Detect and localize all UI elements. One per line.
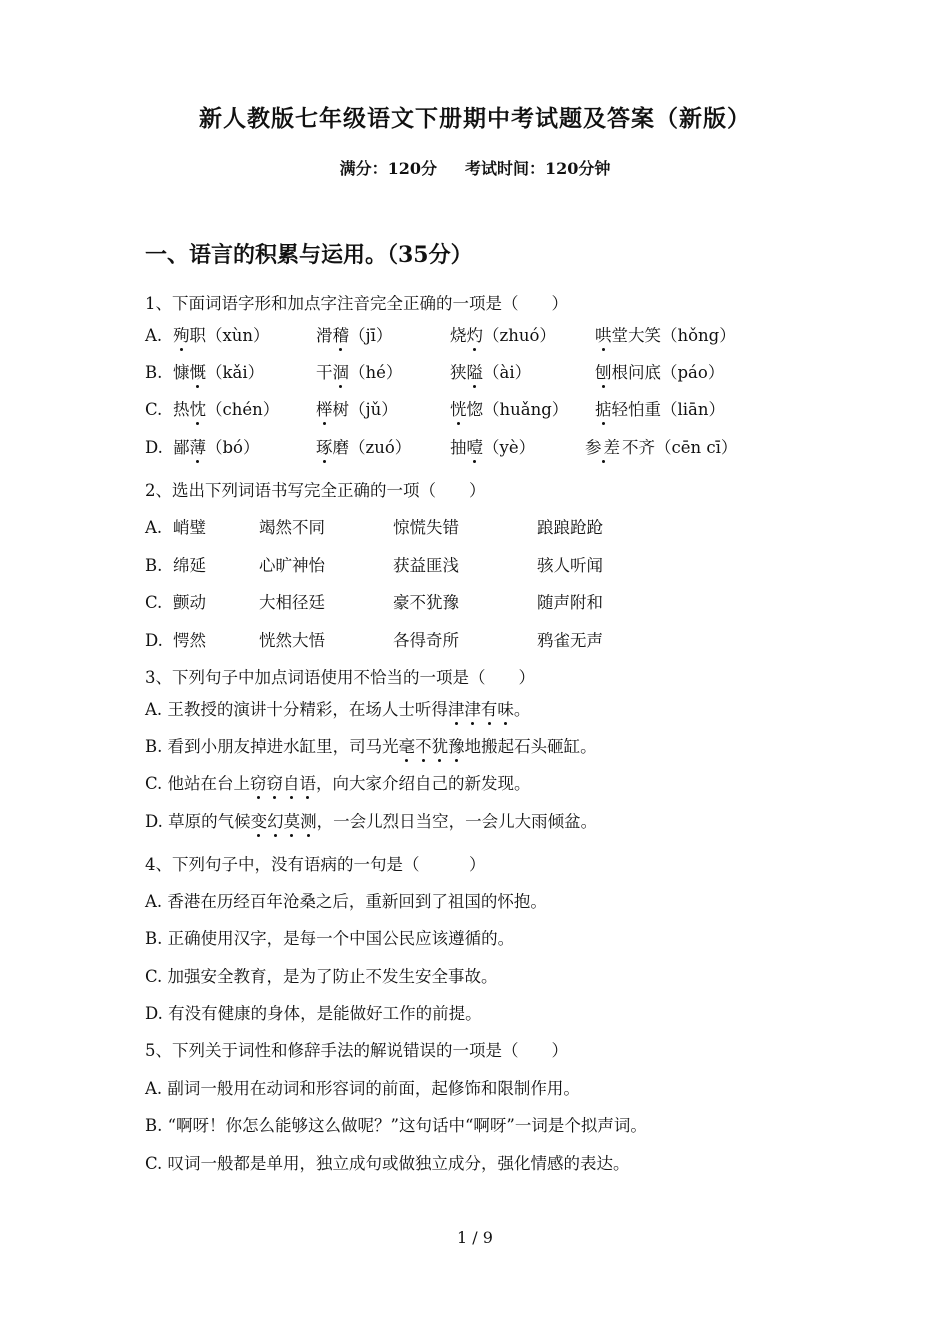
- emphasis-dot-char: 毫: [398, 737, 416, 756]
- q1-b-item-3: 狭隘（ài）: [450, 363, 532, 382]
- emphasis-dot-char: 幻: [267, 812, 284, 831]
- emphasis-dot-char: 自: [283, 774, 300, 793]
- question-2-stem: 2、选出下列词语书写完全正确的一项（ ）: [145, 481, 486, 500]
- page-number: 1 / 9: [457, 1228, 493, 1247]
- q1-d-item-3: 抽噎（yè）: [450, 438, 536, 457]
- q1-a-item-4: 哄堂大笑（hǒng）: [595, 326, 736, 345]
- emphasis-dot-char: 变: [250, 812, 268, 831]
- q2-b-word-4: 骇人听闻: [537, 556, 603, 575]
- q1-b-item-2: 干涸（hé）: [316, 363, 403, 382]
- q3-option-a: A. 王教授的演讲十分精彩，在场人士听得津津有味。: [145, 700, 531, 719]
- q2-d-word-1: 愕然: [173, 631, 206, 650]
- option-label: B.: [145, 556, 163, 575]
- emphasis-dot: 涸: [332, 363, 349, 382]
- q2-a-word-2: 竭然不同: [259, 518, 325, 537]
- emphasis-dot-char: 窃: [266, 774, 284, 793]
- q2-c-word-2: 大相径廷: [259, 593, 325, 612]
- q1-d-item-2: 琢磨（zuó）: [316, 438, 412, 457]
- option-label: A.: [145, 518, 163, 537]
- emphasis-dot: 灼: [466, 326, 483, 345]
- q1-a-item-1: 殉职（xùn）: [173, 326, 270, 345]
- exam-info: [0, 156, 950, 179]
- q1-c-item-1: 热忱（chén）: [173, 400, 280, 419]
- q2-a-word-1: 峭璧: [173, 518, 206, 537]
- emphasis-dot: 稽: [332, 326, 349, 345]
- q1-c-item-4: 掂轻怕重（liān）: [595, 400, 726, 419]
- q1-b-item-1: 慷慨（kǎi）: [173, 363, 265, 382]
- q4-option-b: B. 正确使用汉字，是每一个中国公民应该遵循的。: [145, 929, 515, 948]
- option-label: C.: [145, 400, 163, 419]
- emphasis-dot: 恍: [450, 400, 467, 419]
- q3-option-d: D. 草原的气候变幻莫测，一会儿烈日当空，一会儿大雨倾盆。: [145, 812, 598, 831]
- option-label: C.: [145, 593, 163, 612]
- option-label: D.: [145, 438, 163, 457]
- q3-option-b: B. 看到小朋友掉进水缸里，司马光毫不犹豫地搬起石头砸缸。: [145, 737, 597, 756]
- option-label: B.: [145, 363, 163, 382]
- emphasis-dot-char: 莫: [283, 812, 301, 831]
- q1-b-item-4: 刨根问底（páo）: [595, 363, 725, 382]
- emphasis-dot: 忱: [189, 400, 206, 419]
- q2-d-word-3: 各得奇所: [393, 631, 459, 650]
- q3-option-c: C. 他站在台上窃窃自语，向大家介绍自己的新发现。: [145, 774, 531, 793]
- q2-c-word-4: 随声附和: [537, 593, 603, 612]
- emphasis-dot-char: 不: [415, 737, 432, 756]
- q2-c-word-3: 豪不犹豫: [393, 593, 459, 612]
- option-label: D.: [145, 631, 163, 650]
- emphasis-dot: 殉: [173, 326, 190, 345]
- section-heading: 一、语言的积累与运用。（35分）: [145, 242, 473, 268]
- q2-a-word-4: 踉踉跄跄: [537, 518, 603, 537]
- emphasis-dot: 噎: [466, 438, 483, 457]
- emphasis-dot: 掂: [595, 400, 612, 419]
- question-3-stem: 3、下列句子中加点词语使用不恰当的一项是（ ）: [145, 668, 535, 687]
- emphasis-dot-char: 味: [497, 700, 514, 719]
- q1-d-item-4: 参差不齐（cēn cī）: [585, 438, 738, 457]
- emphasis-dot: 参差: [585, 438, 622, 457]
- emphasized-phrase: [399, 737, 465, 756]
- q5-option-a: A. 副词一般用在动词和形容词的前面，起修饰和限制作用。: [145, 1079, 580, 1098]
- emphasis-dot: 哄: [595, 326, 612, 345]
- emphasis-dot: 榉: [316, 400, 333, 419]
- q1-c-item-2: 榉树（jǔ）: [316, 400, 398, 419]
- q1-a-item-2: 滑稽（jī）: [316, 326, 393, 345]
- q4-option-d: D. 有没有健康的身体，是能做好工作的前提。: [145, 1004, 482, 1023]
- emphasized-phrase: [448, 700, 514, 719]
- emphasis-dot-char: 测: [300, 812, 317, 831]
- emphasis-dot: 琢: [316, 438, 333, 457]
- emphasis-dot: 隘: [466, 363, 483, 382]
- emphasis-dot-char: 语: [299, 774, 317, 793]
- emphasis-dot-char: 津: [447, 700, 465, 719]
- question-1-stem: 1、下面词语字形和加点字注音完全正确的一项是（ ）: [145, 294, 568, 313]
- emphasized-phrase: [250, 774, 316, 793]
- q1-c-item-3: 恍惚（huǎng）: [450, 400, 569, 419]
- q1-a-item-3: 烧灼（zhuó）: [450, 326, 556, 345]
- emphasis-dot-char: 犹: [431, 737, 449, 756]
- q2-b-word-2: 心旷神怡: [259, 556, 325, 575]
- emphasis-dot: 刨: [595, 363, 612, 382]
- document-title: 新人教版七年级语文下册期中考试题及答案（新版）: [199, 105, 751, 132]
- emphasis-dot: 薄: [189, 438, 206, 457]
- q2-b-word-3: 获益匪浅: [393, 556, 459, 575]
- q4-option-c: C. 加强安全教育，是为了防止不发生安全事故。: [145, 967, 498, 986]
- q2-a-word-3: 惊慌失错: [393, 518, 459, 537]
- emphasis-dot-char: 有: [480, 700, 498, 719]
- emphasis-dot: 慨: [189, 363, 206, 382]
- q2-d-word-4: 鸦雀无声: [537, 631, 603, 650]
- q5-option-c: C. 叹词一般都是单用，独立成句或做独立成分，强化情感的表达。: [145, 1154, 630, 1173]
- option-label: A.: [145, 326, 163, 345]
- q4-option-a: A. 香港在历经百年沧桑之后，重新回到了祖国的怀抱。: [145, 892, 547, 911]
- q1-d-item-1: 鄙薄（bó）: [173, 438, 260, 457]
- emphasis-dot-char: 窃: [250, 774, 267, 793]
- q5-option-b: B. “啊呀！你怎么能够这么做呢？”这句话中“啊呀”一词是个拟声词。: [145, 1116, 647, 1135]
- q2-b-word-1: 绵延: [173, 556, 206, 575]
- q2-c-word-1: 颤动: [173, 593, 206, 612]
- q2-d-word-2: 恍然大悟: [259, 631, 325, 650]
- exam-time: 考试时间：120分钟: [465, 159, 611, 178]
- question-4-stem: 4、下列句子中，没有语病的一句是（ ）: [145, 855, 486, 874]
- emphasized-phrase: [251, 812, 317, 831]
- full-score: 满分：120分: [339, 159, 437, 178]
- question-5-stem: 5、下列关于词性和修辞手法的解说错误的一项是（ ）: [145, 1041, 568, 1060]
- emphasis-dot-char: 豫: [448, 737, 465, 756]
- emphasis-dot-char: 津: [464, 700, 481, 719]
